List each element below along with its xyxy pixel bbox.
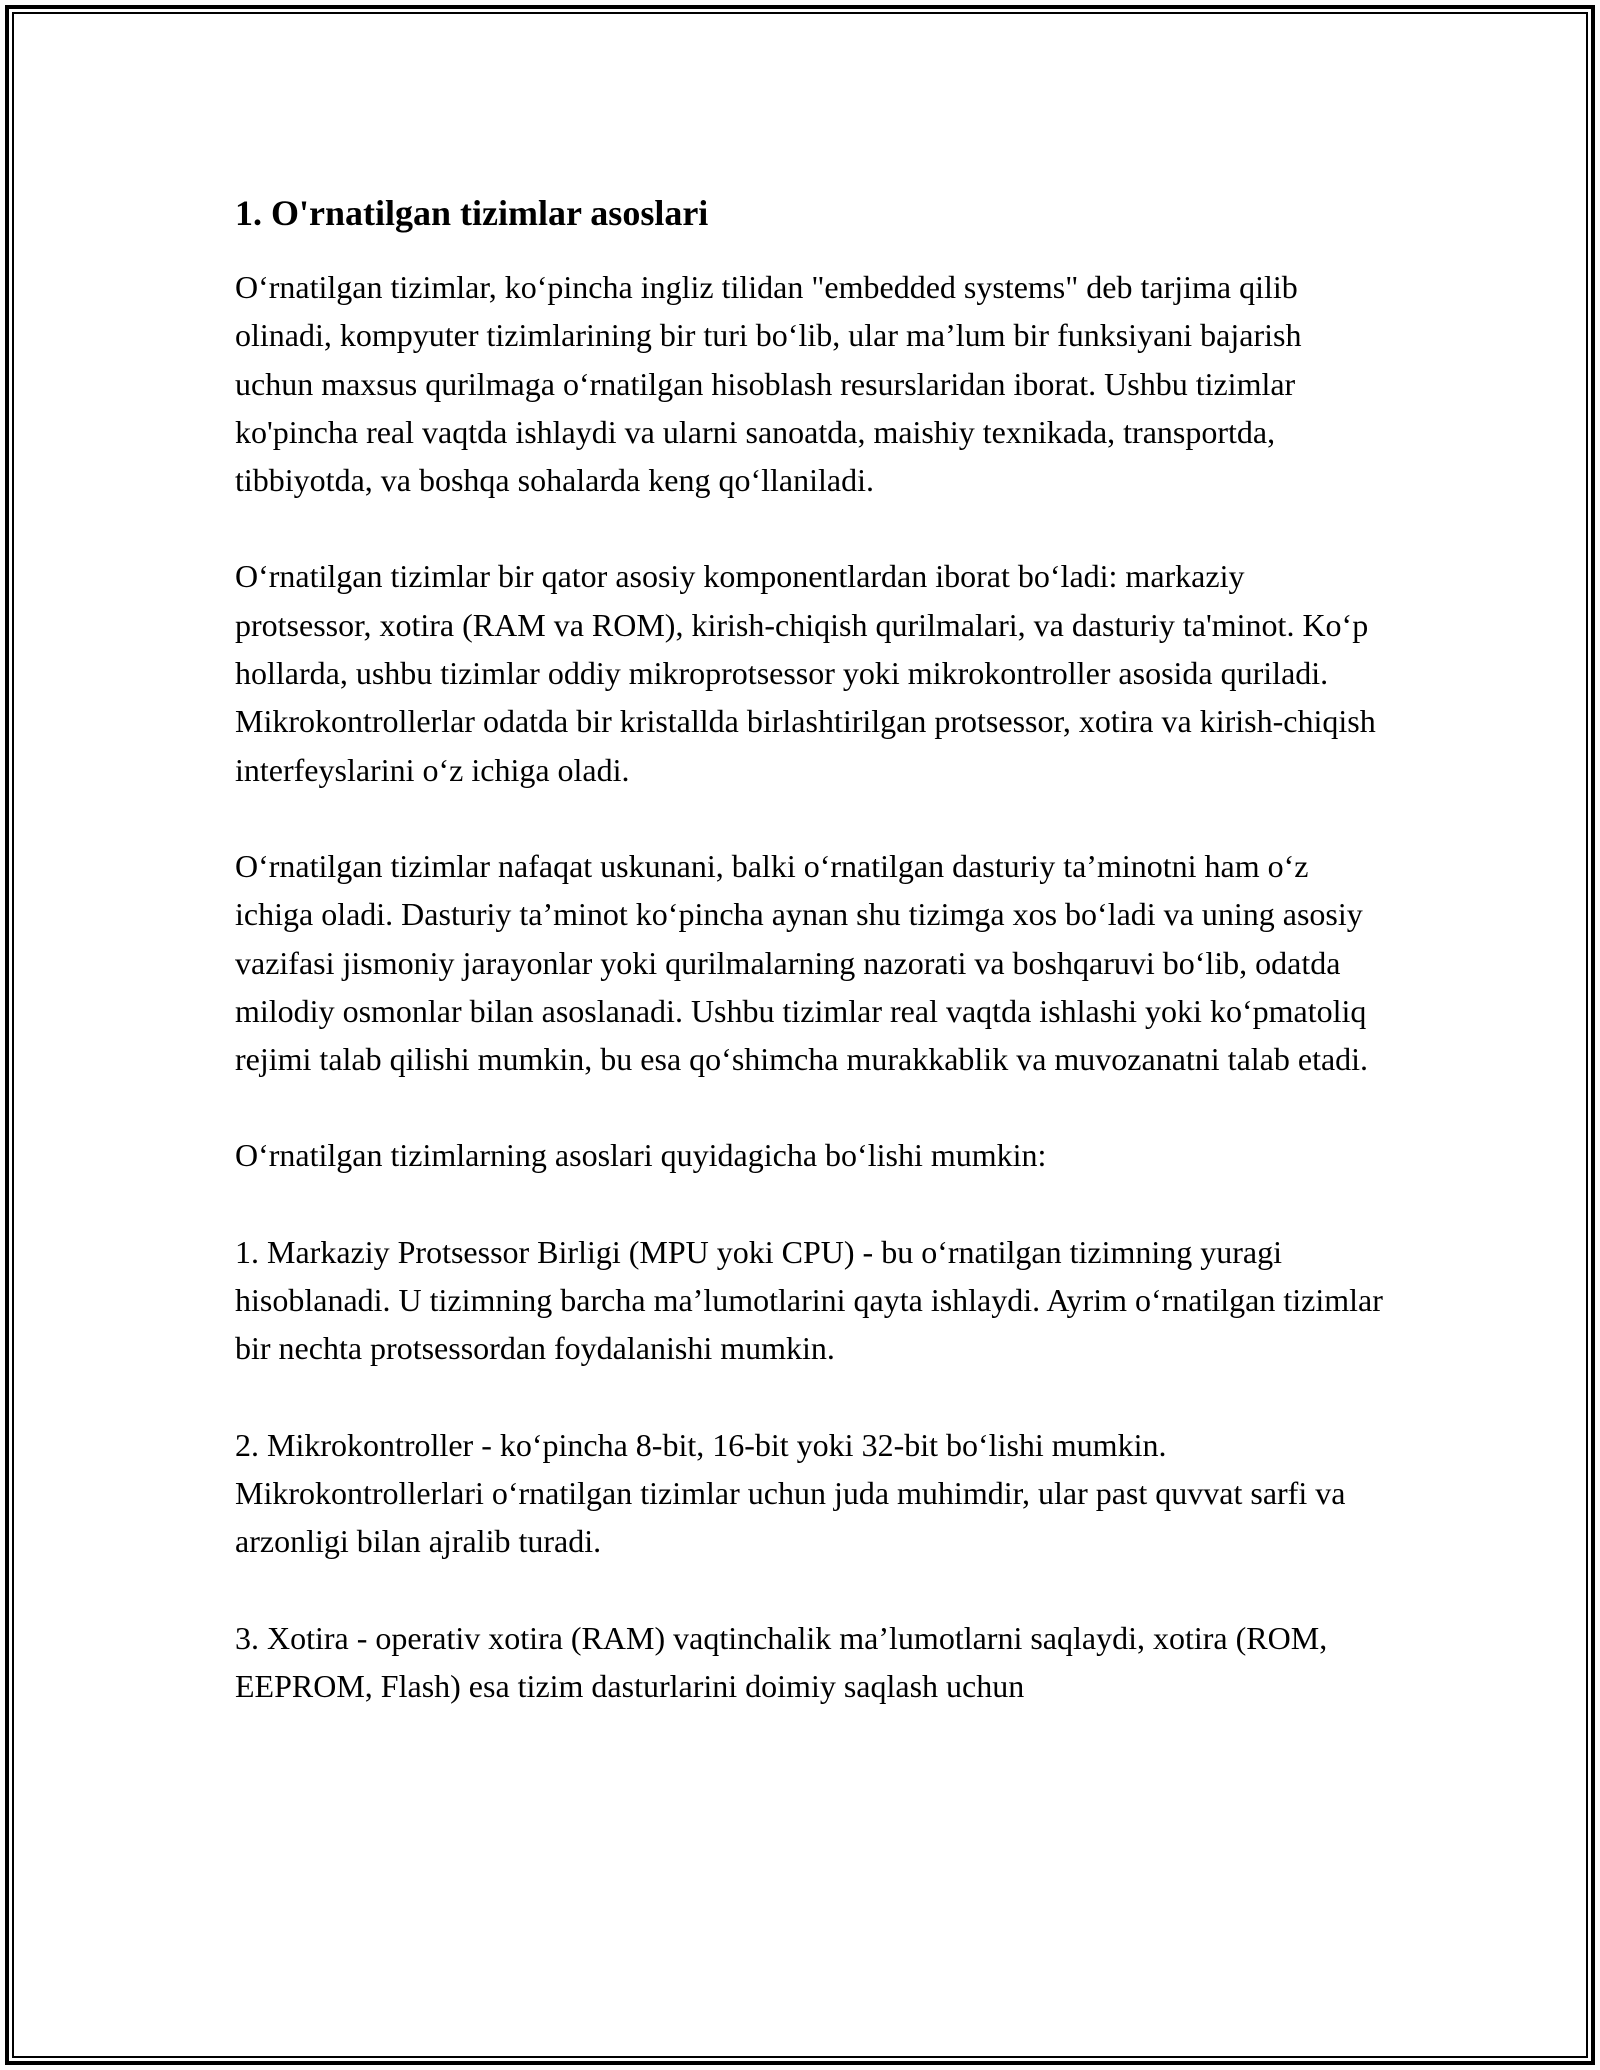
document-body [235, 185, 1385, 1758]
list-item-memory: 3. Xotira - operativ xotira (RAM) vaqtinchalik ma’lumotlarni saqlaydi, xotira (ROM, EEPROM, Flash) esa tizim dasturlarini doimiy saqlash uchun [235, 1619, 1328, 1704]
list-item-microcontroller: 2. Mikrokontroller - ko‘pincha 8-bit, 16-bit yoki 32-bit bo‘lishi mumkin. Mikrokontrollerlari o‘rnatilgan tizimlar uchun juda muhimdir, ular past quvvat sarfi va arzonligi bilan ajralib turadi. [235, 1426, 1346, 1560]
paragraph-software: O‘rnatilgan tizimlar nafaqat uskunani, balki o‘rnatilgan dasturiy ta’minotni ham o‘z ichiga oladi. Dasturiy ta’minot ko‘pincha aynan shu tizimga xos bo‘ladi va uning asosiy vazifasi jismoniy jarayonlar yoki qurilmalarning nazorati va boshqaruvi bo‘lib, odatda milodiy osmonlar bilan asoslanadi. Ushbu tizimlar real vaqtda ishlashi yoki ko‘pmatoliq rejimi talab qilishi mumkin, bu esa qo‘shimcha murakkablik va muvozanatni talab etadi. [235, 847, 1369, 1078]
section-heading: 1. O'rnatilgan tizimlar asoslari [235, 193, 709, 233]
list-item-cpu: 1. Markaziy Protsessor Birligi (MPU yoki CPU) - bu o‘rnatilgan tizimning yuragi hisoblanadi. U tizimning barcha ma’lumotlarini qayta ishlaydi. Ayrim o‘rnatilgan tizimlar bir nechta protsessordan foydalanishi mumkin. [235, 1233, 1383, 1367]
paragraph-list-intro: O‘rnatilgan tizimlarning asoslari quyidagicha bo‘lishi mumkin: [235, 1137, 1047, 1174]
paragraph-components: O‘rnatilgan tizimlar bir qator asosiy komponentlardan iborat bo‘ladi: markaziy protsessor, xotira (RAM va ROM), kirish-chiqish qurilmalari, va dasturiy ta'minot. Ko‘p hollarda, ushbu tizimlar oddiy mikroprotsessor yoki mikrokontroller asosida quriladi. Mikrokontrollerlar odatda bir kristallda birlashtirilgan protsessor, xotira va kirish-chiqish interfeyslarini o‘z ichiga oladi. [235, 558, 1376, 788]
paragraph-intro: O‘rnatilgan tizimlar, ko‘pincha ingliz tilidan "embedded systems" deb tarjima qilib olinadi, kompyuter tizimlarining bir turi bo‘lib, ular ma’lum bir funksiyani bajarish uchun maxsus qurilmaga o‘rnatilgan hisoblash resurslaridan iborat. Ushbu tizimlar ko'pincha real vaqtda ishlaydi va ularni sanoatda, maishiy texnikada, transportda, tibbiyotda, va boshqa sohalarda keng qo‘llaniladi. [235, 269, 1302, 499]
